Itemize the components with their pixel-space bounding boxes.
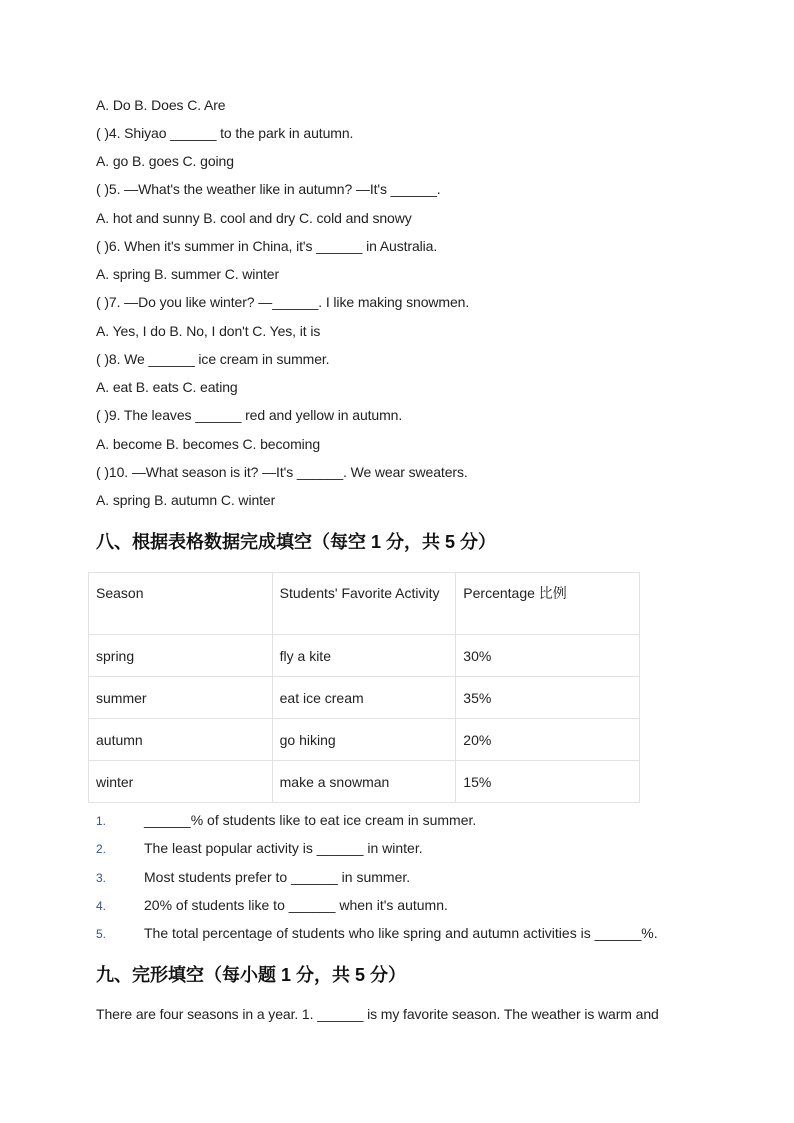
question-number: 4. [96,899,107,913]
question-text: Most students prefer to ______ in summer. [144,869,411,885]
table-cell: winter [89,761,273,803]
question-number: 2. [96,842,107,856]
question-line: ( )7. —Do you like winter? —______. I like making snowmen. [96,294,470,310]
table-header-cell: Students' Favorite Activity [272,573,456,635]
table-cell: 35% [456,677,640,719]
table-row [89,677,640,719]
question-line: ( )5. —What's the weather like in autumn? —It's ______. [96,181,441,197]
table-cell: summer [89,677,273,719]
question-line: ( )4. Shiyao ______ to the park in autumn. [96,125,354,141]
table-cell: 15% [456,761,640,803]
table-cell: spring [89,635,273,677]
question-line: ( )10. —What season is it? —It's ______. We wear sweaters. [96,464,468,480]
question-text: The total percentage of students who like spring and autumn activities is ______%. [144,925,658,941]
question-line: ( )8. We ______ ice cream in summer. [96,351,330,367]
passage-text: There are four seasons in a year. 1. ______ is my favorite season. The weather is warm and [96,1006,659,1022]
section-heading: 八、根据表格数据完成填空（每空 1 分，共 5 分） [96,532,497,552]
option-line: A. eat B. eats C. eating [96,379,238,395]
question-number: 1. [96,814,107,828]
table-cell: autumn [89,719,273,761]
question-number: 3. [96,871,107,885]
option-line: A. become B. becomes C. becoming [96,436,321,452]
table-cell: make a snowman [272,761,456,803]
table-cell: go hiking [272,719,456,761]
question-text: The least popular activity is ______ in winter. [144,840,423,856]
table-header-row [89,573,640,635]
question-line: ( )9. The leaves ______ red and yellow in autumn. [96,407,403,423]
table-cell: eat ice cream [272,677,456,719]
table-row [89,635,640,677]
table-cell: 30% [456,635,640,677]
option-line: A. Do B. Does C. Are [96,97,226,113]
question-line: ( )6. When it's summer in China, it's ______ in Australia. [96,238,438,254]
option-line: A. spring B. summer C. winter [96,266,280,282]
table-header-cell: Percentage 比例 [456,573,640,635]
question-text: ______% of students like to eat ice cream in summer. [144,812,477,828]
option-line: A. spring B. autumn C. winter [96,492,276,508]
data-table [88,572,640,803]
option-line: A. Yes, I do B. No, I don't C. Yes, it is [96,323,321,339]
question-number: 5. [96,927,107,941]
table-cell: 20% [456,719,640,761]
table-cell: fly a kite [272,635,456,677]
question-text: 20% of students like to ______ when it's autumn. [144,897,448,913]
table-header-cell: Season [89,573,273,635]
table-row [89,761,640,803]
table-row [89,719,640,761]
option-line: A. go B. goes C. going [96,153,234,169]
section-heading: 九、完形填空（每小题 1 分，共 5 分） [96,965,407,985]
option-line: A. hot and sunny B. cool and dry C. cold and snowy [96,210,412,226]
